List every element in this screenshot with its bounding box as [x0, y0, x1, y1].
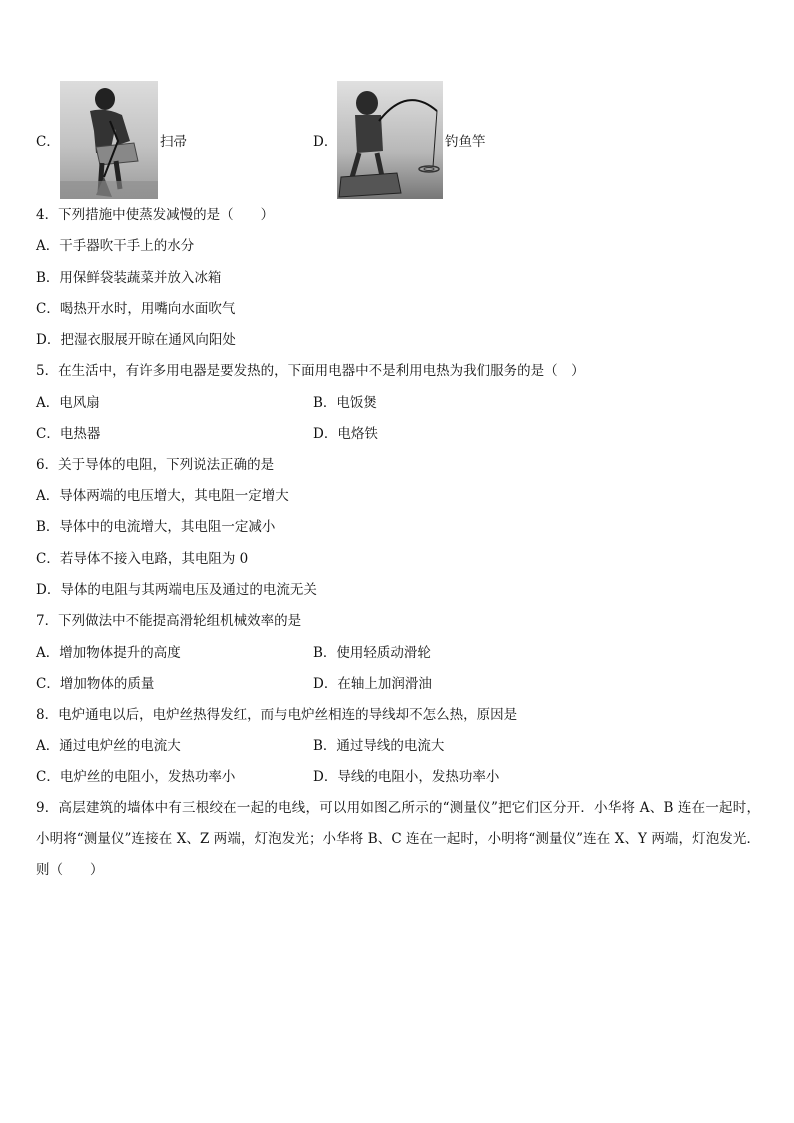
q5-option-c[interactable]: C．电热器: [36, 426, 101, 442]
q5-stem: 5．在生活中，有许多用电器是要发热的，下面用电器中不是利用电热为我们服务的是（ ）: [36, 363, 585, 379]
q4-option-c[interactable]: C．喝热开水时，用嘴向水面吹气: [36, 301, 236, 317]
q4-option-a[interactable]: A．干手器吹干手上的水分: [36, 238, 195, 254]
q4-option-d[interactable]: D．把湿衣服展开晾在通风向阳处: [36, 332, 236, 348]
q8-option-a[interactable]: A．通过电炉丝的电流大: [36, 738, 181, 754]
option-text: 钓鱼竿: [445, 134, 486, 150]
q6-option-d[interactable]: D．导体的电阻与其两端电压及通过的电流无关: [36, 582, 317, 598]
q7-option-b[interactable]: B．使用轻质动滑轮: [313, 645, 431, 661]
q8-stem: 8．电炉通电以后，电炉丝热得发红，而与电炉丝相连的导线却不怎么热，原因是: [36, 707, 518, 723]
person-fishing-photo-icon: [337, 81, 443, 199]
q5-option-d[interactable]: D．电烙铁: [313, 426, 378, 442]
q6-option-a[interactable]: A．导体两端的电压增大，其电阻一定增大: [36, 488, 289, 504]
person-sweeping-photo-icon: [60, 81, 158, 199]
q5-option-b[interactable]: B．电饭煲: [313, 395, 377, 411]
q9-stem: 9．高层建筑的墙体中有三根绞在一起的电线，可以用如图乙所示的“测量仪”把它们区分开．小华将 A、B 连在一起时，小明将“测量仪”连接在 X、Z 两端，灯泡发光；小华将 B、C 连在一起时，小明将“测量仪”连在 X、Y 两端，灯泡发光．则（ ）: [36, 800, 760, 878]
q4-stem: 4．下列措施中使蒸发减慢的是（ ）: [36, 207, 275, 223]
q3-image-options: [36, 80, 756, 200]
q4-option-b[interactable]: B．用保鲜袋装蔬菜并放入冰箱: [36, 270, 222, 286]
q8-option-d[interactable]: D．导线的电阻小，发热功率小: [313, 769, 500, 785]
q3-option-c[interactable]: [36, 80, 187, 200]
q5-option-a[interactable]: A．电风扇: [36, 395, 100, 411]
q7-stem: 7．下列做法中不能提高滑轮组机械效率的是: [36, 613, 302, 629]
q7-option-c[interactable]: C．增加物体的质量: [36, 676, 155, 692]
q6-option-c[interactable]: C．若导体不接入电路，其电阻为 0: [36, 551, 249, 567]
q8-option-c[interactable]: C．电炉丝的电阻小，发热功率小: [36, 769, 236, 785]
q6-option-b[interactable]: B．导体中的电流增大，其电阻一定减小: [36, 519, 276, 535]
option-letter: C．: [36, 134, 60, 150]
q8-option-b[interactable]: B．通过导线的电流大: [313, 738, 445, 754]
q7-option-a[interactable]: A．增加物体提升的高度: [36, 645, 181, 661]
q3-option-d[interactable]: [313, 80, 486, 200]
option-letter: D．: [313, 134, 338, 150]
q7-option-d[interactable]: D．在轴上加润滑油: [313, 676, 432, 692]
q6-stem: 6．关于导体的电阻，下列说法正确的是: [36, 457, 275, 473]
option-text: 扫帚: [160, 134, 187, 150]
